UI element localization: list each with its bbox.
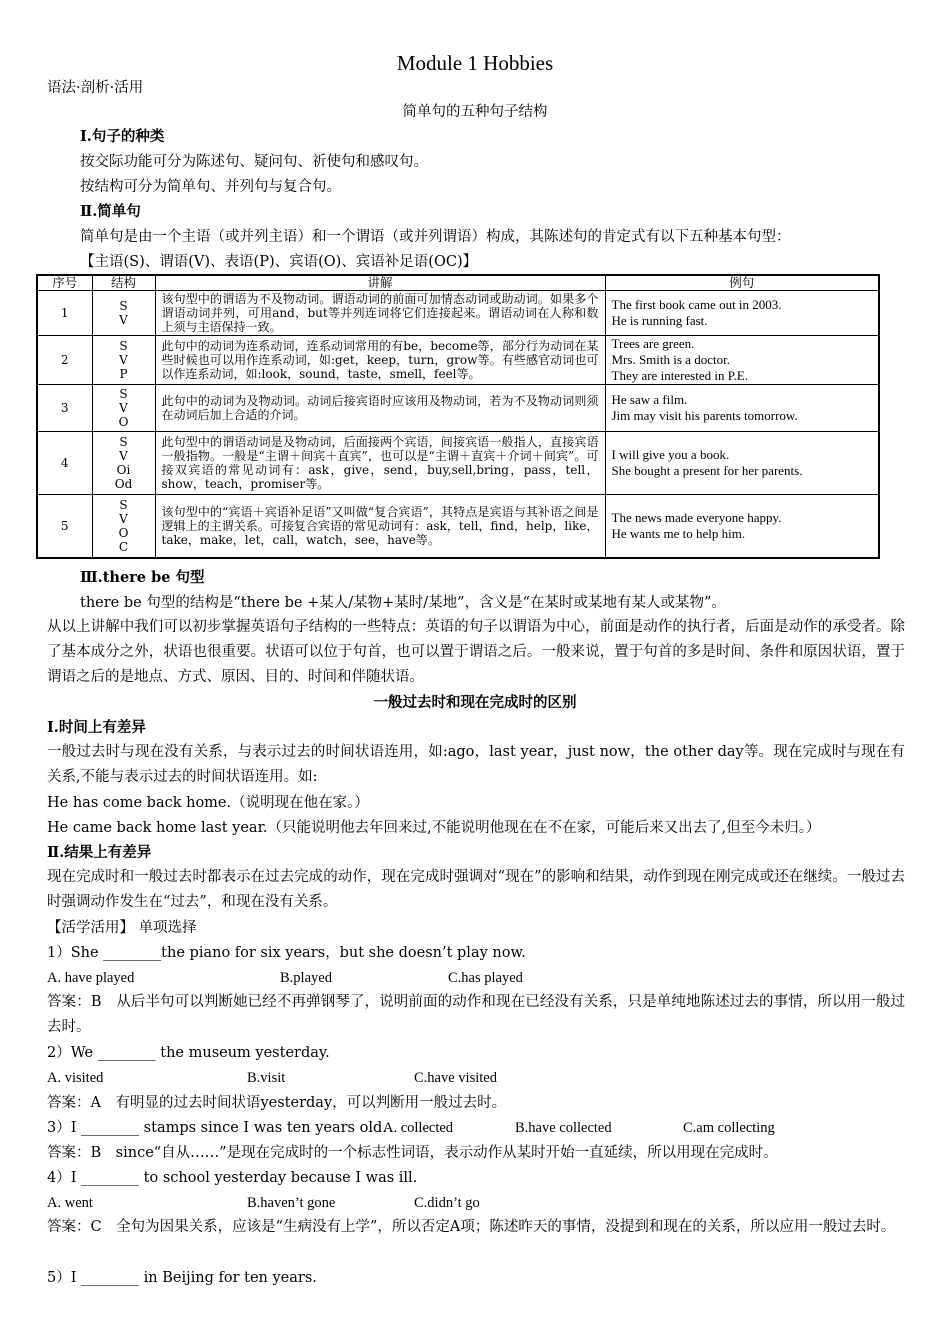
paragraph: there be 句型的结构是“there be +某人/某物+某时/某地”，含义是“在某时或某地有某人或某物”。 [80,595,726,611]
example-sentence: The first book came out in 2003. [611,297,782,312]
example-cell [605,336,879,385]
sentence-pattern-table [36,274,880,559]
row-number: 4 [37,432,92,495]
explanation-cell: 此句中的动词为及物动词。动词后接宾语时应该用及物动词，若为不及物动词则须在动词后加上合适的介词。 [155,385,605,432]
heading-sentence-types: Ⅰ.句子的种类 [80,128,165,145]
question: 2）We ________ the museum yesterday. [47,1045,330,1061]
explanation-cell: 该句型中的谓语为不及物动词。谓语动词的前面可加情态动词或助动词。如果多个谓语动词并列，可用and，but等并列连词将它们连接起来。谓语动词在人称和数上须与主语保持一致。 [155,291,605,336]
table-row [37,336,879,385]
paragraph: 现在完成时和一般过去时都表示在过去完成的动作，现在完成时强调对“现在”的影响和结果，动作到现在刚完成或还在继续。一般过去时强调动作发生在“过去”，和现在没有关系。 [47,869,905,910]
structure-part: S [119,497,128,512]
option: C.didn’t go [414,1195,480,1211]
example-sentence: He is running fast. [611,313,708,328]
structure-cell [92,385,155,432]
table-header: 例句 [605,275,879,291]
structure-part: S [119,339,128,353]
option: B.played [280,970,332,986]
option: A. have played [47,970,135,986]
structure-part: V [119,313,128,327]
example-sentence: She bought a present for her parents. [611,463,803,478]
example-cell [605,385,879,432]
answer: 答案：B 从后半句可以判断她已经不再弹钢琴了，说明前面的动作和现在已经没有关系，只是单纯地陈述过去的事情，所以用一般过去时。 [47,994,905,1035]
structure-part: O [118,525,129,540]
option: C.am collecting [683,1120,775,1136]
example-cell [605,291,879,336]
structure-part: P [119,367,128,381]
row-number: 1 [37,291,92,336]
heading-result-difference: Ⅱ.结果上有差异 [47,844,152,861]
structure-part: S [119,435,128,449]
example-line: He has come back home.（说明现在他在家。） [47,795,369,811]
option: C.has played [448,970,523,986]
table-row [37,385,879,432]
example-sentence: Mrs. Smith is a doctor. [611,352,730,367]
table-header: 讲解 [155,275,605,291]
row-number: 2 [37,336,92,385]
structure-cell [92,495,155,558]
explanation-cell: 此句中的动词为连系动词，连系动词常用的有be，become等，部分行为动词在某些时候也可以用作连系动词，如:get，keep，turn，grow等。有些感官动词也可以作连系动词，如:look，sound，taste，smell，feel等。 [155,336,605,385]
answer: 答案：C 全句为因果关系，应该是“生病没有上学”，所以否定A项；陈述昨天的事情，没提到和现在的关系，所以应用一般过去时。 [47,1219,896,1235]
answer: 答案：B since“自从……”是现在完成时的一个标志性词语，表示动作从某时开始一直延续，所以用现在完成时。 [47,1145,778,1161]
structure-cell [92,336,155,385]
question: 1）She ________the piano for six years，but she doesn’t play now. [47,945,526,961]
paragraph: 按结构可分为简单句、并列句与复合句。 [80,179,341,195]
heading-simple-sentence: Ⅱ.简单句 [80,203,141,220]
structure-part: Od [114,477,133,491]
answer: 答案：A 有明显的过去时间状语yesterday，可以判断用一般过去时。 [47,1095,507,1111]
example-sentence: Trees are green. [611,336,695,351]
question: 5）I ________ in Beijing for ten years. [47,1270,317,1286]
example-sentence: Jim may visit his parents tomorrow. [611,408,798,423]
table-row [37,432,879,495]
table-header: 结构 [92,275,155,291]
exercise-heading: 【活学活用】 单项选择 [47,920,197,936]
subtitle-sentence-structures: 简单句的五种句子结构 [402,104,548,120]
structure-part: V [119,401,128,415]
structure-part: S [119,387,128,401]
structure-part: C [118,539,129,554]
question: 3）I ________ stamps since I was ten years old. [47,1120,387,1136]
option: A. collected [383,1120,454,1136]
example-sentence: They are interested in P.E. [611,368,748,383]
section-label: 语法·剖析·活用 [47,80,144,96]
example-line: He came back home last year.（只能说明他去年回来过,不能说明他现在在不在家，可能后来又出去了,但至今未归。） [47,820,821,836]
option: B.visit [247,1070,286,1086]
structure-part: V [119,511,128,526]
explanation-cell: 此句型中的谓语动词是及物动词，后面接两个宾语，间接宾语一般指人，直接宾语一般指物。一般是“主谓＋间宾＋直宾”，也可以是“主谓＋直宾＋介词＋间宾”。可接双宾语的常见动词有：ask，give，send，buy,sell,bring，pass，tell，show，teach，promiser等。 [155,432,605,495]
structure-part: Oi [116,463,131,477]
structure-cell [92,291,155,336]
paragraph: 简单句是由一个主语（或并列主语）和一个谓语（或并列谓语）构成，其陈述句的肯定式有以下五种基本句型： [80,229,791,245]
paragraph: 从以上讲解中我们可以初步掌握英语句子结构的一些特点：英语的句子以谓语为中心，前面是动作的执行者，后面是动作的承受者。除了基本成分之外，状语也很重要。状语可以位于句首，也可以置于谓语之后。一般来说，置于句首的多是时间、条件和原因状语，置于谓语之后的是地点、方式、原因、目的、时间和伴随状语。 [47,619,905,685]
structure-part: S [119,299,128,313]
paragraph: 按交际功能可分为陈述句、疑问句、祈使句和感叹句。 [80,154,428,170]
table-row [37,495,879,558]
heading-there-be: Ⅲ.there be 句型 [80,569,205,586]
explanation-cell: 该句型中的“宾语＋宾语补足语”又叫做“复合宾语”，其特点是宾语与其补语之间是逻辑上的主谓关系。可接复合宾语的常见动词有：ask，tell，find，help，like，take，make，let，call，watch，see，have等。 [155,495,605,558]
example-cell [605,432,879,495]
paragraph: 【主语(S)、谓语(V)、表语(P)、宾语(O)、宾语补足语(OC)】 [80,254,478,270]
example-sentence: The news made everyone happy. [611,509,782,525]
question: 4）I ________ to school yesterday because I was ill. [47,1170,418,1186]
option: B.have collected [515,1120,612,1136]
page-title: Module 1 Hobbies [396,51,554,75]
structure-part: O [118,415,129,429]
option: A. went [47,1195,93,1211]
paragraph: 一般过去时与现在没有关系，与表示过去的时间状语连用，如:ago，last year，just now，the other day等。现在完成时与现在有关系,不能与表示过去的时间状语连用。如: [47,744,905,785]
example-sentence: He wants me to help him. [611,525,746,541]
option: B.haven’t gone [247,1195,336,1211]
structure-part: V [119,353,128,367]
row-number: 3 [37,385,92,432]
example-cell [605,495,879,558]
option: C.have visited [414,1070,497,1086]
example-sentence: I will give you a book. [611,447,730,462]
option: A. visited [47,1070,104,1086]
example-sentence: He saw a film. [611,392,688,407]
table-row [37,291,879,336]
structure-cell [92,432,155,495]
heading-time-difference: Ⅰ.时间上有差异 [47,719,146,736]
structure-part: V [119,449,128,463]
table-header-row [37,275,879,291]
row-number: 5 [37,495,92,558]
table-header: 序号 [37,275,92,291]
subtitle-tense-difference: 一般过去时和现在完成时的区别 [373,694,577,711]
